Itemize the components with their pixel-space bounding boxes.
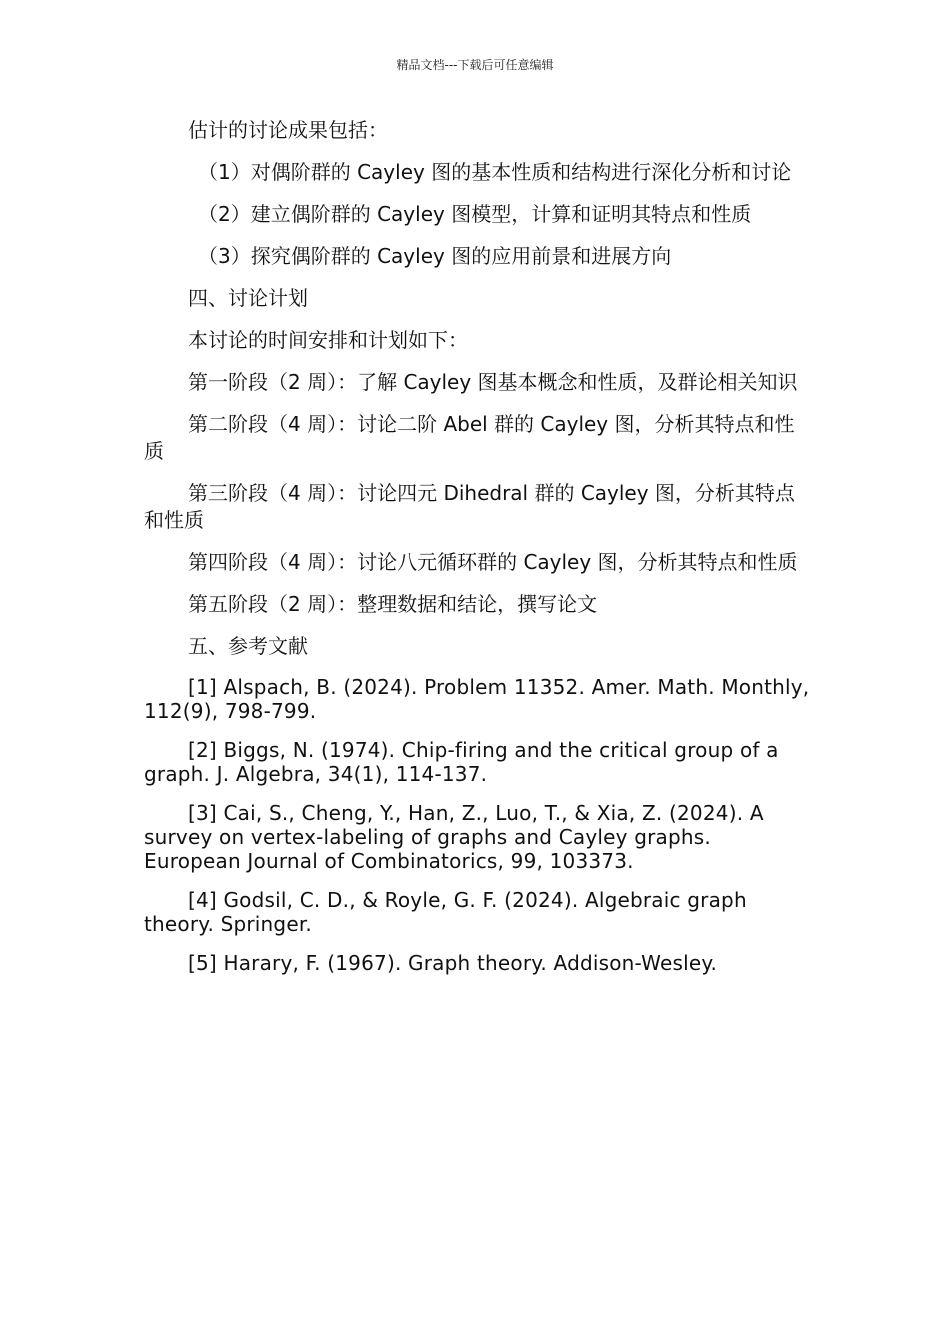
outcome-text-2: （2）建立偶阶群的 Cayley 图模型，计算和证明其特点和性质 (198, 202, 752, 226)
reference-2: [2] Biggs, N. (1974). Chip-firing and the critical group of a graph. J. Algebra, 34(1), 114-137. (144, 738, 779, 786)
reference-1: [1] Alspach, B. (2024). Problem 11352. Amer. Math. Monthly, 112(9), 798-799. (144, 675, 810, 723)
outcome-item-1 (144, 159, 812, 185)
outcome-item-3 (144, 243, 812, 269)
reference-4: [4] Godsil, C. D., & Royle, G. F. (2024). Algebraic graph theory. Springer. (144, 888, 747, 936)
section-5-heading: 五、参考文献 (188, 634, 308, 658)
page-header: 精品文档---下载后可任意编辑 (396, 58, 554, 72)
reference-5: [5] Harary, F. (1967). Graph theory. Addison-Wesley. (188, 951, 718, 975)
phase-1: 第一阶段（2 周）：了解 Cayley 图基本概念和性质，及群论相关知识 (188, 370, 798, 394)
outcomes-intro: 估计的讨论成果包括： (188, 118, 388, 142)
phase-4: 第四阶段（4 周）：讨论八元循环群的 Cayley 图，分析其特点和性质 (188, 550, 798, 574)
phase-5: 第五阶段（2 周）：整理数据和结论，撰写论文 (188, 592, 598, 616)
phase-3: 第三阶段（4 周）：讨论四元 Dihedral 群的 Cayley 图，分析其特点和性质 (144, 481, 795, 532)
phase-2: 第二阶段（4 周）：讨论二阶 Abel 群的 Cayley 图，分析其特点和性质 (144, 412, 795, 463)
document-body (144, 117, 812, 990)
outcome-text-1: （1）对偶阶群的 Cayley 图的基本性质和结构进行深化分析和讨论 (198, 160, 792, 184)
outcome-text-3: （3）探究偶阶群的 Cayley 图的应用前景和进展方向 (198, 244, 672, 268)
reference-3: [3] Cai, S., Cheng, Y., Han, Z., Luo, T., & Xia, Z. (2024). A survey on vertex-labeling of graphs and Cayley graphs. European Journal of Combinatorics, 99, 103373. (144, 801, 764, 873)
outcome-item-2 (144, 201, 812, 227)
section-4-heading: 四、讨论计划 (188, 286, 308, 310)
plan-intro: 本讨论的时间安排和计划如下： (188, 328, 468, 352)
